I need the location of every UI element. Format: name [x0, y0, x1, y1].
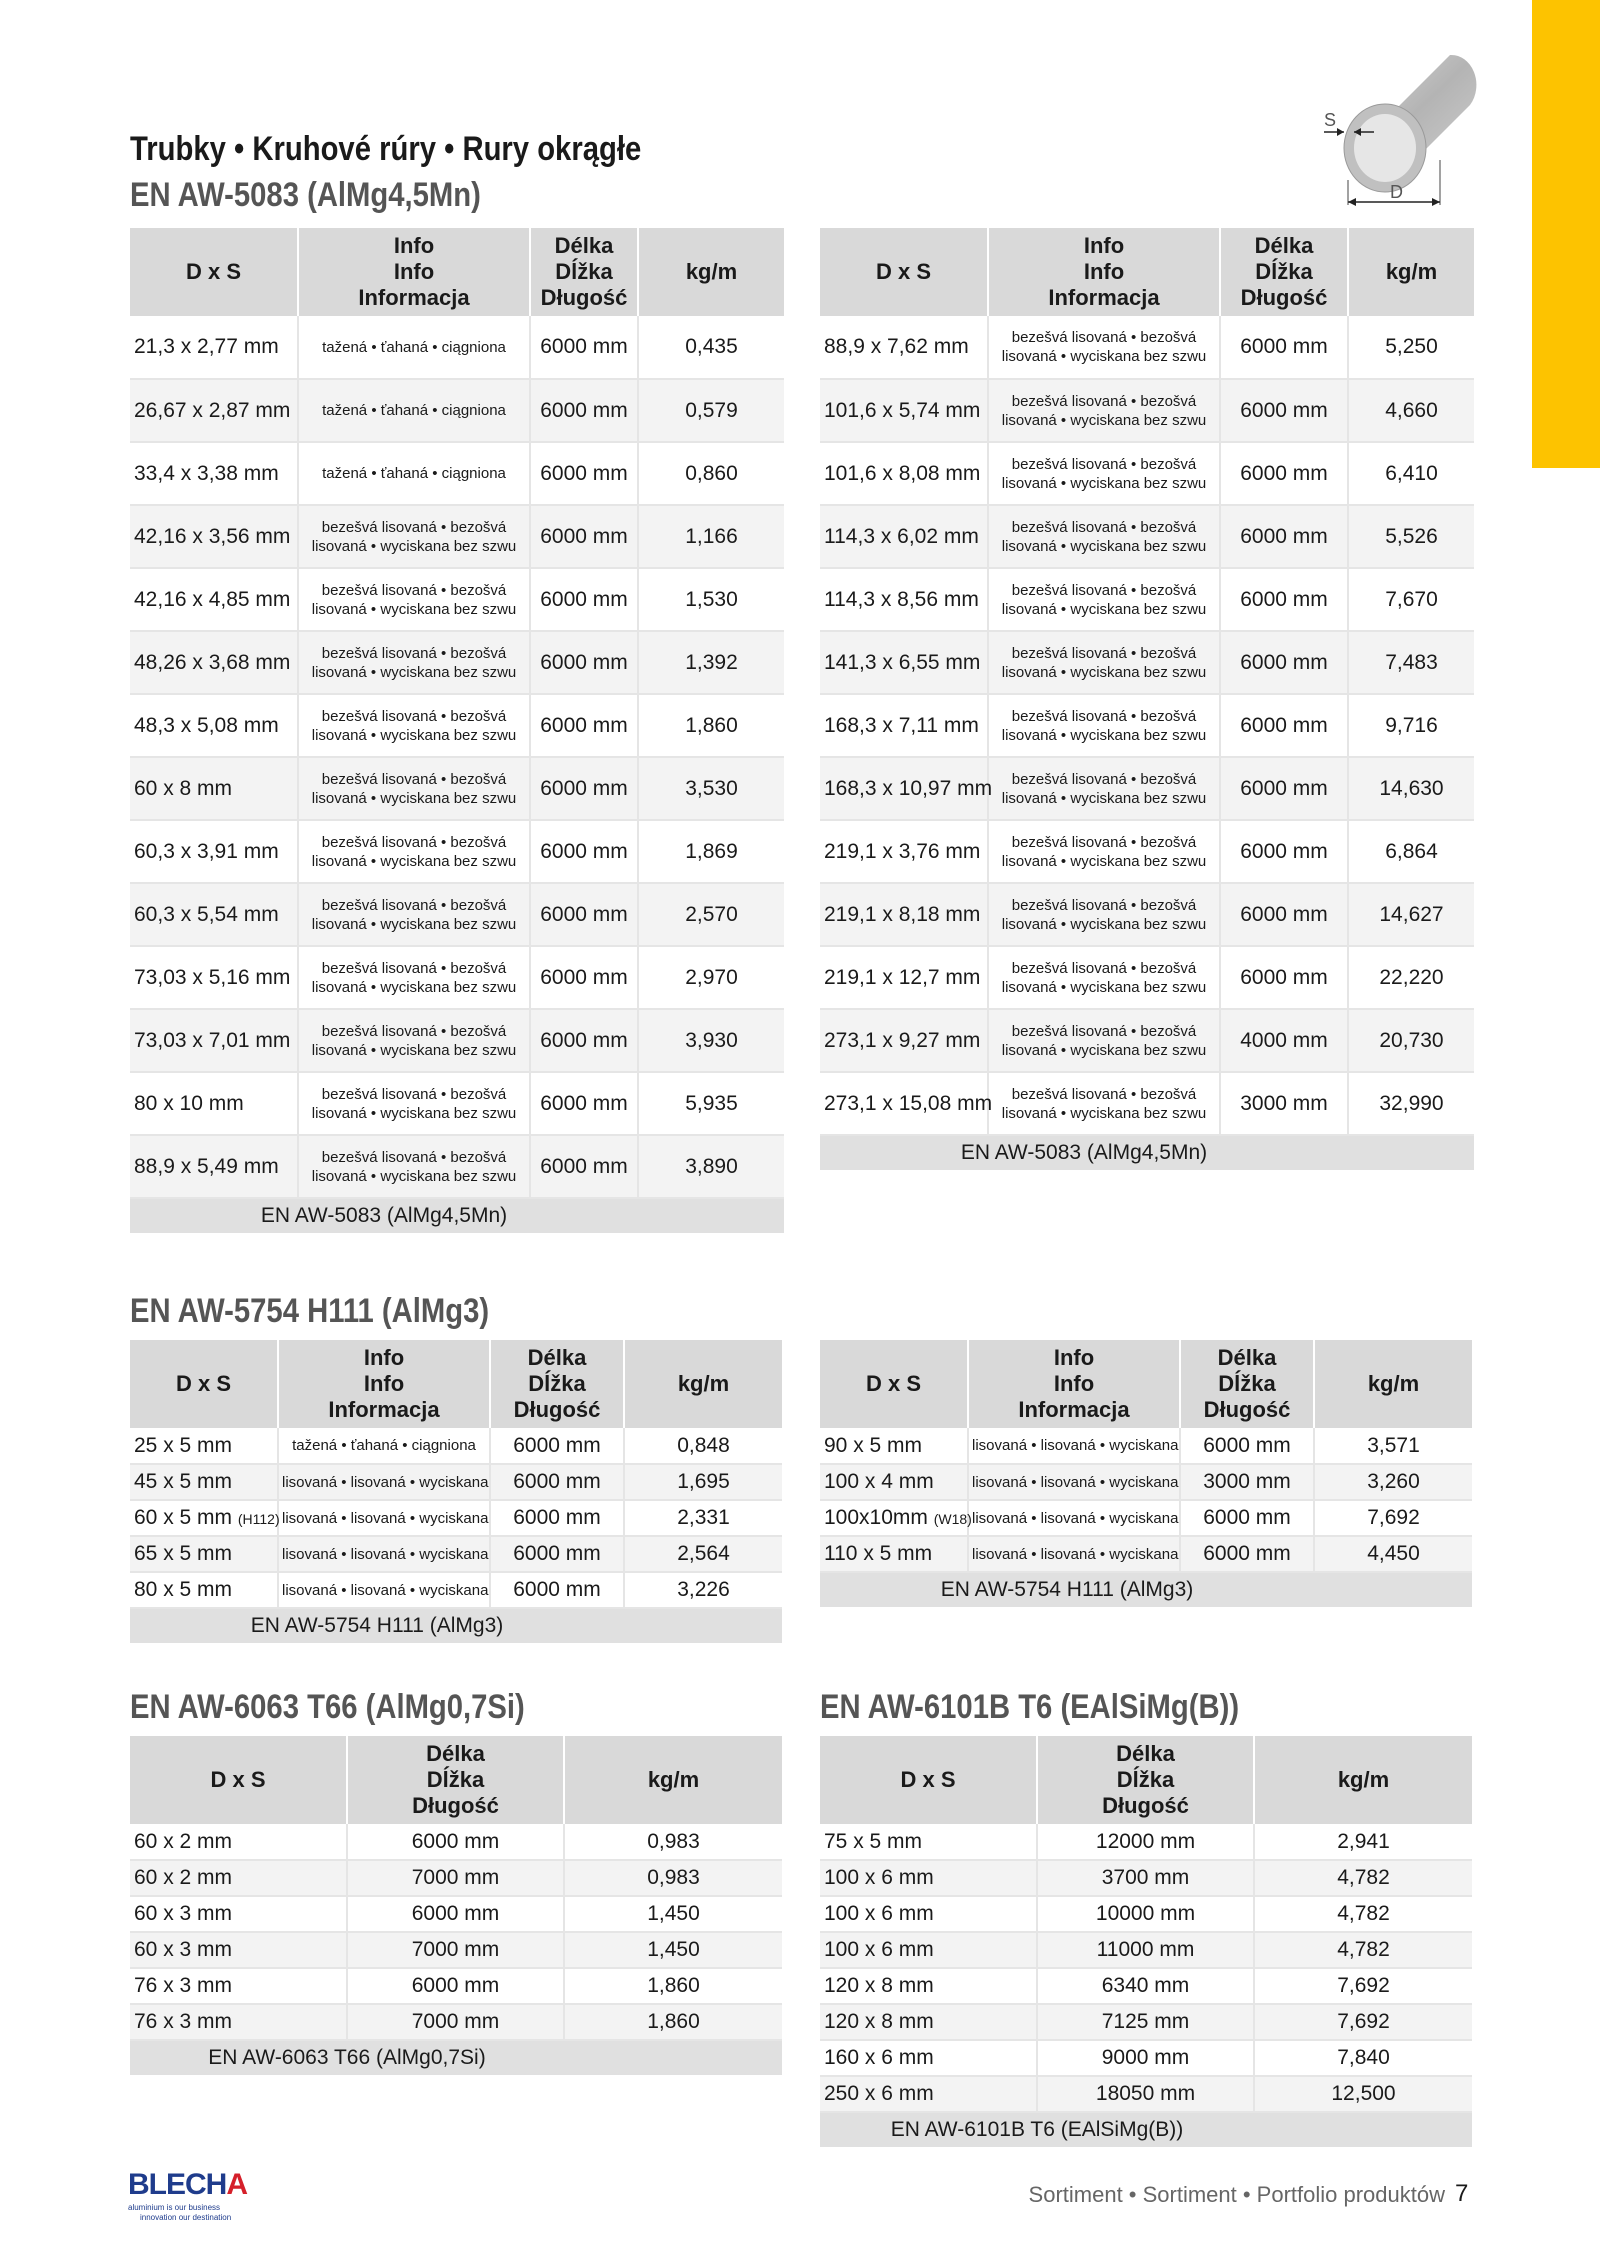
dimension-cell: 60 x 5 mm (H112) — [130, 1500, 278, 1536]
dimension-cell: 48,26 x 3,68 mm — [130, 631, 298, 694]
length-cell: 6000 mm — [1220, 631, 1348, 694]
footer-section-label: Sortiment • Sortiment • Portfolio produktów — [1028, 2182, 1445, 2207]
length-cell: 6000 mm — [530, 820, 638, 883]
table-row — [820, 1860, 1472, 1896]
dimension-cell: 80 x 10 mm — [130, 1072, 298, 1135]
dimension-cell: 88,9 x 5,49 mm — [130, 1135, 298, 1198]
company-logo: BLECHA aluminium is our business innovation our destination — [128, 2168, 248, 2222]
length-cell: 10000 mm — [1037, 1896, 1254, 1932]
col-length: Délka Dĺžka Długość — [1180, 1340, 1314, 1428]
col-kgm: kg/m — [624, 1340, 782, 1428]
info-cell: tažená • ťahaná • ciągniona — [298, 379, 530, 442]
table-row — [130, 568, 784, 631]
dimension-cell: 88,9 x 7,62 mm — [820, 316, 988, 379]
dimension-cell: 273,1 x 15,08 mm — [820, 1072, 988, 1135]
weight-cell: 7,692 — [1254, 1968, 1472, 2004]
table-row — [130, 1500, 782, 1536]
section-heading-5754: EN AW-5754 H111 (AlMg3) — [130, 1292, 490, 1330]
table-row — [820, 505, 1474, 568]
info-cell: bezešvá lisovaná • bezošvá lisovaná • wyciskana bez szwu — [298, 694, 530, 757]
table-row — [820, 694, 1474, 757]
length-cell: 6000 mm — [530, 883, 638, 946]
weight-cell: 0,983 — [564, 1860, 782, 1896]
length-cell: 6000 mm — [490, 1428, 624, 1464]
table-row — [130, 1968, 782, 2004]
table-row — [820, 2076, 1472, 2112]
info-cell: bezešvá lisovaná • bezošvá lisovaná • wyciskana bez szwu — [988, 694, 1220, 757]
info-cell: bezešvá lisovaná • bezošvá lisovaná • wyciskana bez szwu — [298, 505, 530, 568]
info-cell: tažená • ťahaná • ciągniona — [278, 1428, 490, 1464]
length-cell: 6000 mm — [347, 1896, 564, 1932]
table-row — [130, 1572, 782, 1608]
table-row — [820, 946, 1474, 1009]
table-row — [130, 1464, 782, 1500]
info-cell: lisovaná • lisovaná • wyciskana — [968, 1428, 1180, 1464]
length-cell: 11000 mm — [1037, 1932, 1254, 1968]
table-row — [130, 442, 784, 505]
info-cell: bezešvá lisovaná • bezošvá lisovaná • wyciskana bez szwu — [988, 316, 1220, 379]
table-row — [130, 946, 784, 1009]
info-cell: lisovaná • lisovaná • wyciskana — [278, 1500, 490, 1536]
length-cell: 3000 mm — [1220, 1072, 1348, 1135]
dimension-cell: 120 x 8 mm — [820, 1968, 1037, 2004]
table-row — [820, 442, 1474, 505]
length-cell: 7000 mm — [347, 1860, 564, 1896]
length-cell: 9000 mm — [1037, 2040, 1254, 2076]
length-cell: 6000 mm — [530, 1072, 638, 1135]
dimension-cell: 76 x 3 mm — [130, 1968, 347, 2004]
info-cell: bezešvá lisovaná • bezošvá lisovaná • wyciskana bez szwu — [988, 505, 1220, 568]
weight-cell: 3,226 — [624, 1572, 782, 1608]
info-cell: bezešvá lisovaná • bezošvá lisovaná • wyciskana bez szwu — [988, 757, 1220, 820]
length-cell: 6000 mm — [490, 1464, 624, 1500]
weight-cell: 7,483 — [1348, 631, 1474, 694]
section-heading-6063: EN AW-6063 T66 (AlMg0,7Si) — [130, 1688, 525, 1726]
dimension-cell: 33,4 x 3,38 mm — [130, 442, 298, 505]
dimension-cell: 75 x 5 mm — [820, 1824, 1037, 1860]
table-row — [130, 1896, 782, 1932]
weight-cell: 2,570 — [638, 883, 784, 946]
dimension-cell: 101,6 x 5,74 mm — [820, 379, 988, 442]
weight-cell: 3,530 — [638, 757, 784, 820]
weight-cell: 7,692 — [1314, 1500, 1472, 1536]
table-footer: EN AW-5083 (AlMg4,5Mn) — [130, 1198, 638, 1233]
dimension-cell: 60,3 x 3,91 mm — [130, 820, 298, 883]
dimension-cell: 60 x 2 mm — [130, 1860, 347, 1896]
weight-cell: 1,450 — [564, 1896, 782, 1932]
info-cell: bezešvá lisovaná • bezošvá lisovaná • wyciskana bez szwu — [988, 442, 1220, 505]
weight-cell: 3,571 — [1314, 1428, 1472, 1464]
info-cell: bezešvá lisovaná • bezošvá lisovaná • wyciskana bez szwu — [988, 883, 1220, 946]
weight-cell: 4,782 — [1254, 1932, 1472, 1968]
weight-cell: 9,716 — [1348, 694, 1474, 757]
col-info: Info Info Informacja — [988, 228, 1220, 316]
table-5083-right — [820, 228, 1474, 1170]
weight-cell: 3,930 — [638, 1009, 784, 1072]
dimension-cell: 219,1 x 12,7 mm — [820, 946, 988, 1009]
col-kgm: kg/m — [564, 1736, 782, 1824]
weight-cell: 4,782 — [1254, 1860, 1472, 1896]
col-info: Info Info Informacja — [968, 1340, 1180, 1428]
weight-cell: 5,526 — [1348, 505, 1474, 568]
length-cell: 6000 mm — [1220, 316, 1348, 379]
table-row — [130, 883, 784, 946]
table-row — [820, 820, 1474, 883]
table-row — [820, 2004, 1472, 2040]
dimension-cell: 100x10mm (W18) — [820, 1500, 968, 1536]
info-cell: bezešvá lisovaná • bezošvá lisovaná • wyciskana bez szwu — [988, 1072, 1220, 1135]
weight-cell: 1,860 — [564, 1968, 782, 2004]
weight-cell: 0,860 — [638, 442, 784, 505]
dimension-cell: 273,1 x 9,27 mm — [820, 1009, 988, 1072]
table-6063 — [130, 1736, 782, 2075]
info-cell: bezešvá lisovaná • bezošvá lisovaná • wyciskana bez szwu — [298, 946, 530, 1009]
weight-cell: 32,990 — [1348, 1072, 1474, 1135]
info-cell: bezešvá lisovaná • bezošvá lisovaná • wyciskana bez szwu — [298, 631, 530, 694]
dimension-cell: 60 x 2 mm — [130, 1824, 347, 1860]
length-cell: 6000 mm — [1220, 379, 1348, 442]
weight-cell: 1,530 — [638, 568, 784, 631]
dimension-cell: 80 x 5 mm — [130, 1572, 278, 1608]
info-cell: bezešvá lisovaná • bezošvá lisovaná • wyciskana bez szwu — [298, 568, 530, 631]
table-row — [820, 1968, 1472, 2004]
table-row — [820, 1824, 1472, 1860]
dimension-cell: 76 x 3 mm — [130, 2004, 347, 2040]
length-cell: 4000 mm — [1220, 1009, 1348, 1072]
info-cell: bezešvá lisovaná • bezošvá lisovaná • wyciskana bez szwu — [988, 1009, 1220, 1072]
table-row — [820, 1932, 1472, 1968]
table-row — [820, 1896, 1472, 1932]
table-row — [820, 631, 1474, 694]
info-cell: bezešvá lisovaná • bezošvá lisovaná • wyciskana bez szwu — [988, 946, 1220, 1009]
weight-cell: 1,860 — [564, 2004, 782, 2040]
table-footer: EN AW-6101B T6 (EAlSiMg(B)) — [820, 2112, 1254, 2147]
length-cell: 6000 mm — [1220, 505, 1348, 568]
section-heading-6101b: EN AW-6101B T6 (EAlSiMg(B)) — [820, 1688, 1240, 1726]
page-subtitle: EN AW-5083 (AlMg4,5Mn) — [130, 176, 481, 214]
info-cell: bezešvá lisovaná • bezošvá lisovaná • wyciskana bez szwu — [988, 820, 1220, 883]
dimension-cell: 219,1 x 3,76 mm — [820, 820, 988, 883]
length-cell: 18050 mm — [1037, 2076, 1254, 2112]
table-row — [130, 1072, 784, 1135]
length-cell: 6000 mm — [347, 1824, 564, 1860]
length-cell: 3000 mm — [1180, 1464, 1314, 1500]
dimension-cell: 21,3 x 2,77 mm — [130, 316, 298, 379]
table-row — [130, 505, 784, 568]
col-info: Info Info Informacja — [278, 1340, 490, 1428]
length-cell: 7125 mm — [1037, 2004, 1254, 2040]
table-row — [130, 694, 784, 757]
weight-cell: 14,627 — [1348, 883, 1474, 946]
length-cell: 6000 mm — [1220, 883, 1348, 946]
col-length: Délka Dĺžka Długość — [530, 228, 638, 316]
info-cell: bezešvá lisovaná • bezošvá lisovaná • wyciskana bez szwu — [298, 1072, 530, 1135]
weight-cell: 0,848 — [624, 1428, 782, 1464]
length-cell: 6000 mm — [1220, 946, 1348, 1009]
length-cell: 12000 mm — [1037, 1824, 1254, 1860]
length-cell: 6000 mm — [530, 379, 638, 442]
table-row — [820, 1536, 1472, 1572]
dimension-cell: 100 x 6 mm — [820, 1932, 1037, 1968]
length-cell: 6000 mm — [1220, 694, 1348, 757]
dimension-cell: 114,3 x 6,02 mm — [820, 505, 988, 568]
length-cell: 6000 mm — [1220, 568, 1348, 631]
weight-cell: 7,840 — [1254, 2040, 1472, 2076]
diagram-s-label: S — [1324, 110, 1337, 130]
col-kgm: kg/m — [1254, 1736, 1472, 1824]
table-row — [820, 1072, 1474, 1135]
weight-cell: 5,935 — [638, 1072, 784, 1135]
dimension-cell: 168,3 x 10,97 mm — [820, 757, 988, 820]
info-cell: bezešvá lisovaná • bezošvá lisovaná • wyciskana bez szwu — [298, 1009, 530, 1072]
table-footer: EN AW-5083 (AlMg4,5Mn) — [820, 1135, 1348, 1170]
weight-cell: 2,564 — [624, 1536, 782, 1572]
weight-cell: 12,500 — [1254, 2076, 1472, 2112]
table-row — [130, 1860, 782, 1896]
info-cell: lisovaná • lisovaná • wyciskana — [968, 1500, 1180, 1536]
length-cell: 6000 mm — [530, 1135, 638, 1198]
dimension-cell: 100 x 4 mm — [820, 1464, 968, 1500]
weight-cell: 0,983 — [564, 1824, 782, 1860]
dimension-cell: 100 x 6 mm — [820, 1860, 1037, 1896]
info-cell: tažená • ťahaná • ciągniona — [298, 442, 530, 505]
page-number: 7 — [1455, 2180, 1469, 2207]
weight-cell: 7,670 — [1348, 568, 1474, 631]
col-dxs: D x S — [130, 1736, 347, 1824]
page-title: Trubky • Kruhové rúry • Rury okrągłe — [130, 130, 642, 168]
table-row — [130, 2004, 782, 2040]
dimension-cell: 42,16 x 4,85 mm — [130, 568, 298, 631]
table-row — [130, 1824, 782, 1860]
table-row — [130, 1428, 782, 1464]
dimension-cell: 60 x 8 mm — [130, 757, 298, 820]
weight-cell: 0,579 — [638, 379, 784, 442]
col-length: Délka Dĺžka Długość — [347, 1736, 564, 1824]
length-cell: 6000 mm — [1220, 442, 1348, 505]
table-row — [130, 820, 784, 883]
dimension-cell: 250 x 6 mm — [820, 2076, 1037, 2112]
diagram-d-label: D — [1390, 182, 1403, 202]
length-cell: 6000 mm — [490, 1572, 624, 1608]
col-dxs: D x S — [130, 228, 298, 316]
table-row — [820, 1464, 1472, 1500]
dimension-cell: 60,3 x 5,54 mm — [130, 883, 298, 946]
dimension-cell: 90 x 5 mm — [820, 1428, 968, 1464]
weight-cell: 1,860 — [638, 694, 784, 757]
info-cell: bezešvá lisovaná • bezošvá lisovaná • wyciskana bez szwu — [298, 820, 530, 883]
table-row — [130, 1932, 782, 1968]
col-length: Délka Dĺžka Długość — [1220, 228, 1348, 316]
table-row — [820, 2040, 1472, 2076]
length-cell: 6000 mm — [1220, 757, 1348, 820]
dimension-note: (H112) — [237, 1511, 280, 1527]
length-cell: 6000 mm — [1180, 1428, 1314, 1464]
dimension-cell: 26,67 x 2,87 mm — [130, 379, 298, 442]
dimension-cell: 42,16 x 3,56 mm — [130, 505, 298, 568]
length-cell: 6000 mm — [530, 631, 638, 694]
weight-cell: 1,166 — [638, 505, 784, 568]
table-row — [130, 757, 784, 820]
info-cell: bezešvá lisovaná • bezošvá lisovaná • wyciskana bez szwu — [298, 757, 530, 820]
weight-cell: 3,890 — [638, 1135, 784, 1198]
dimension-cell: 160 x 6 mm — [820, 2040, 1037, 2076]
col-dxs: D x S — [130, 1340, 278, 1428]
weight-cell: 5,250 — [1348, 316, 1474, 379]
table-footer: EN AW-5754 H111 (AlMg3) — [130, 1608, 624, 1643]
weight-cell: 0,435 — [638, 316, 784, 379]
weight-cell: 4,660 — [1348, 379, 1474, 442]
dimension-cell: 48,3 x 5,08 mm — [130, 694, 298, 757]
length-cell: 6000 mm — [347, 1968, 564, 2004]
dimension-cell: 25 x 5 mm — [130, 1428, 278, 1464]
table-5083-left — [130, 228, 784, 1233]
weight-cell: 2,331 — [624, 1500, 782, 1536]
length-cell: 6000 mm — [530, 694, 638, 757]
table-footer: EN AW-6063 T66 (AlMg0,7Si) — [130, 2040, 564, 2075]
col-length: Délka Dĺžka Długość — [490, 1340, 624, 1428]
table-5754-right — [820, 1340, 1472, 1607]
dimension-cell: 100 x 6 mm — [820, 1896, 1037, 1932]
dimension-cell: 114,3 x 8,56 mm — [820, 568, 988, 631]
dimension-cell: 60 x 3 mm — [130, 1932, 347, 1968]
length-cell: 6000 mm — [530, 1009, 638, 1072]
info-cell: lisovaná • lisovaná • wyciskana — [278, 1464, 490, 1500]
length-cell: 7000 mm — [347, 2004, 564, 2040]
col-dxs: D x S — [820, 1736, 1037, 1824]
length-cell: 7000 mm — [347, 1932, 564, 1968]
table-row — [130, 316, 784, 379]
info-cell: lisovaná • lisovaná • wyciskana — [968, 1464, 1180, 1500]
weight-cell: 3,260 — [1314, 1464, 1472, 1500]
length-cell: 3700 mm — [1037, 1860, 1254, 1896]
table-5754-left — [130, 1340, 782, 1643]
dimension-cell: 73,03 x 7,01 mm — [130, 1009, 298, 1072]
length-cell: 6000 mm — [490, 1536, 624, 1572]
table-footer: EN AW-5754 H111 (AlMg3) — [820, 1572, 1314, 1607]
info-cell: tažená • ťahaná • ciągniona — [298, 316, 530, 379]
weight-cell: 14,630 — [1348, 757, 1474, 820]
table-row — [130, 631, 784, 694]
info-cell: bezešvá lisovaná • bezošvá lisovaná • wyciskana bez szwu — [988, 379, 1220, 442]
info-cell: lisovaná • lisovaná • wyciskana — [278, 1536, 490, 1572]
col-kgm: kg/m — [1348, 228, 1474, 316]
weight-cell: 1,392 — [638, 631, 784, 694]
length-cell: 6000 mm — [530, 316, 638, 379]
weight-cell: 22,220 — [1348, 946, 1474, 1009]
weight-cell: 1,450 — [564, 1932, 782, 1968]
length-cell: 6000 mm — [1220, 820, 1348, 883]
col-kgm: kg/m — [1314, 1340, 1472, 1428]
info-cell: bezešvá lisovaná • bezošvá lisovaná • wyciskana bez szwu — [988, 568, 1220, 631]
weight-cell: 6,864 — [1348, 820, 1474, 883]
table-row — [130, 379, 784, 442]
col-kgm: kg/m — [638, 228, 784, 316]
length-cell: 6000 mm — [530, 568, 638, 631]
length-cell: 6000 mm — [530, 946, 638, 1009]
dimension-cell: 45 x 5 mm — [130, 1464, 278, 1500]
length-cell: 6000 mm — [1180, 1500, 1314, 1536]
section-tab — [1532, 0, 1600, 468]
info-cell: bezešvá lisovaná • bezošvá lisovaná • wyciskana bez szwu — [298, 883, 530, 946]
col-dxs: D x S — [820, 228, 988, 316]
table-row — [820, 1009, 1474, 1072]
weight-cell: 1,695 — [624, 1464, 782, 1500]
dimension-cell: 101,6 x 8,08 mm — [820, 442, 988, 505]
dimension-cell: 110 x 5 mm — [820, 1536, 968, 1572]
col-info: Info Info Informacja — [298, 228, 530, 316]
table-row — [820, 757, 1474, 820]
table-row — [820, 568, 1474, 631]
table-row — [820, 883, 1474, 946]
tube-diagram-icon — [1310, 30, 1500, 210]
info-cell: lisovaná • lisovaná • wyciskana — [968, 1536, 1180, 1572]
weight-cell: 7,692 — [1254, 2004, 1472, 2040]
table-6101b — [820, 1736, 1472, 2147]
info-cell: lisovaná • lisovaná • wyciskana — [278, 1572, 490, 1608]
length-cell: 6000 mm — [1180, 1536, 1314, 1572]
weight-cell: 4,450 — [1314, 1536, 1472, 1572]
dimension-cell: 120 x 8 mm — [820, 2004, 1037, 2040]
length-cell: 6000 mm — [490, 1500, 624, 1536]
weight-cell: 2,970 — [638, 946, 784, 1009]
length-cell: 6340 mm — [1037, 1968, 1254, 2004]
table-row — [130, 1536, 782, 1572]
table-row — [820, 1500, 1472, 1536]
length-cell: 6000 mm — [530, 442, 638, 505]
weight-cell: 6,410 — [1348, 442, 1474, 505]
dimension-note: (W18) — [933, 1511, 972, 1527]
length-cell: 6000 mm — [530, 757, 638, 820]
dimension-cell: 60 x 3 mm — [130, 1896, 347, 1932]
dimension-cell: 168,3 x 7,11 mm — [820, 694, 988, 757]
table-row — [820, 316, 1474, 379]
weight-cell: 2,941 — [1254, 1824, 1472, 1860]
length-cell: 6000 mm — [530, 505, 638, 568]
table-row — [130, 1135, 784, 1198]
dimension-cell: 73,03 x 5,16 mm — [130, 946, 298, 1009]
weight-cell: 1,869 — [638, 820, 784, 883]
table-row — [820, 379, 1474, 442]
table-row — [820, 1428, 1472, 1464]
dimension-cell: 219,1 x 8,18 mm — [820, 883, 988, 946]
col-length: Délka Dĺžka Długość — [1037, 1736, 1254, 1824]
info-cell: bezešvá lisovaná • bezošvá lisovaná • wyciskana bez szwu — [988, 631, 1220, 694]
dimension-cell: 141,3 x 6,55 mm — [820, 631, 988, 694]
col-dxs: D x S — [820, 1340, 968, 1428]
table-row — [130, 1009, 784, 1072]
info-cell: bezešvá lisovaná • bezošvá lisovaná • wyciskana bez szwu — [298, 1135, 530, 1198]
weight-cell: 20,730 — [1348, 1009, 1474, 1072]
dimension-cell: 65 x 5 mm — [130, 1536, 278, 1572]
weight-cell: 4,782 — [1254, 1896, 1472, 1932]
